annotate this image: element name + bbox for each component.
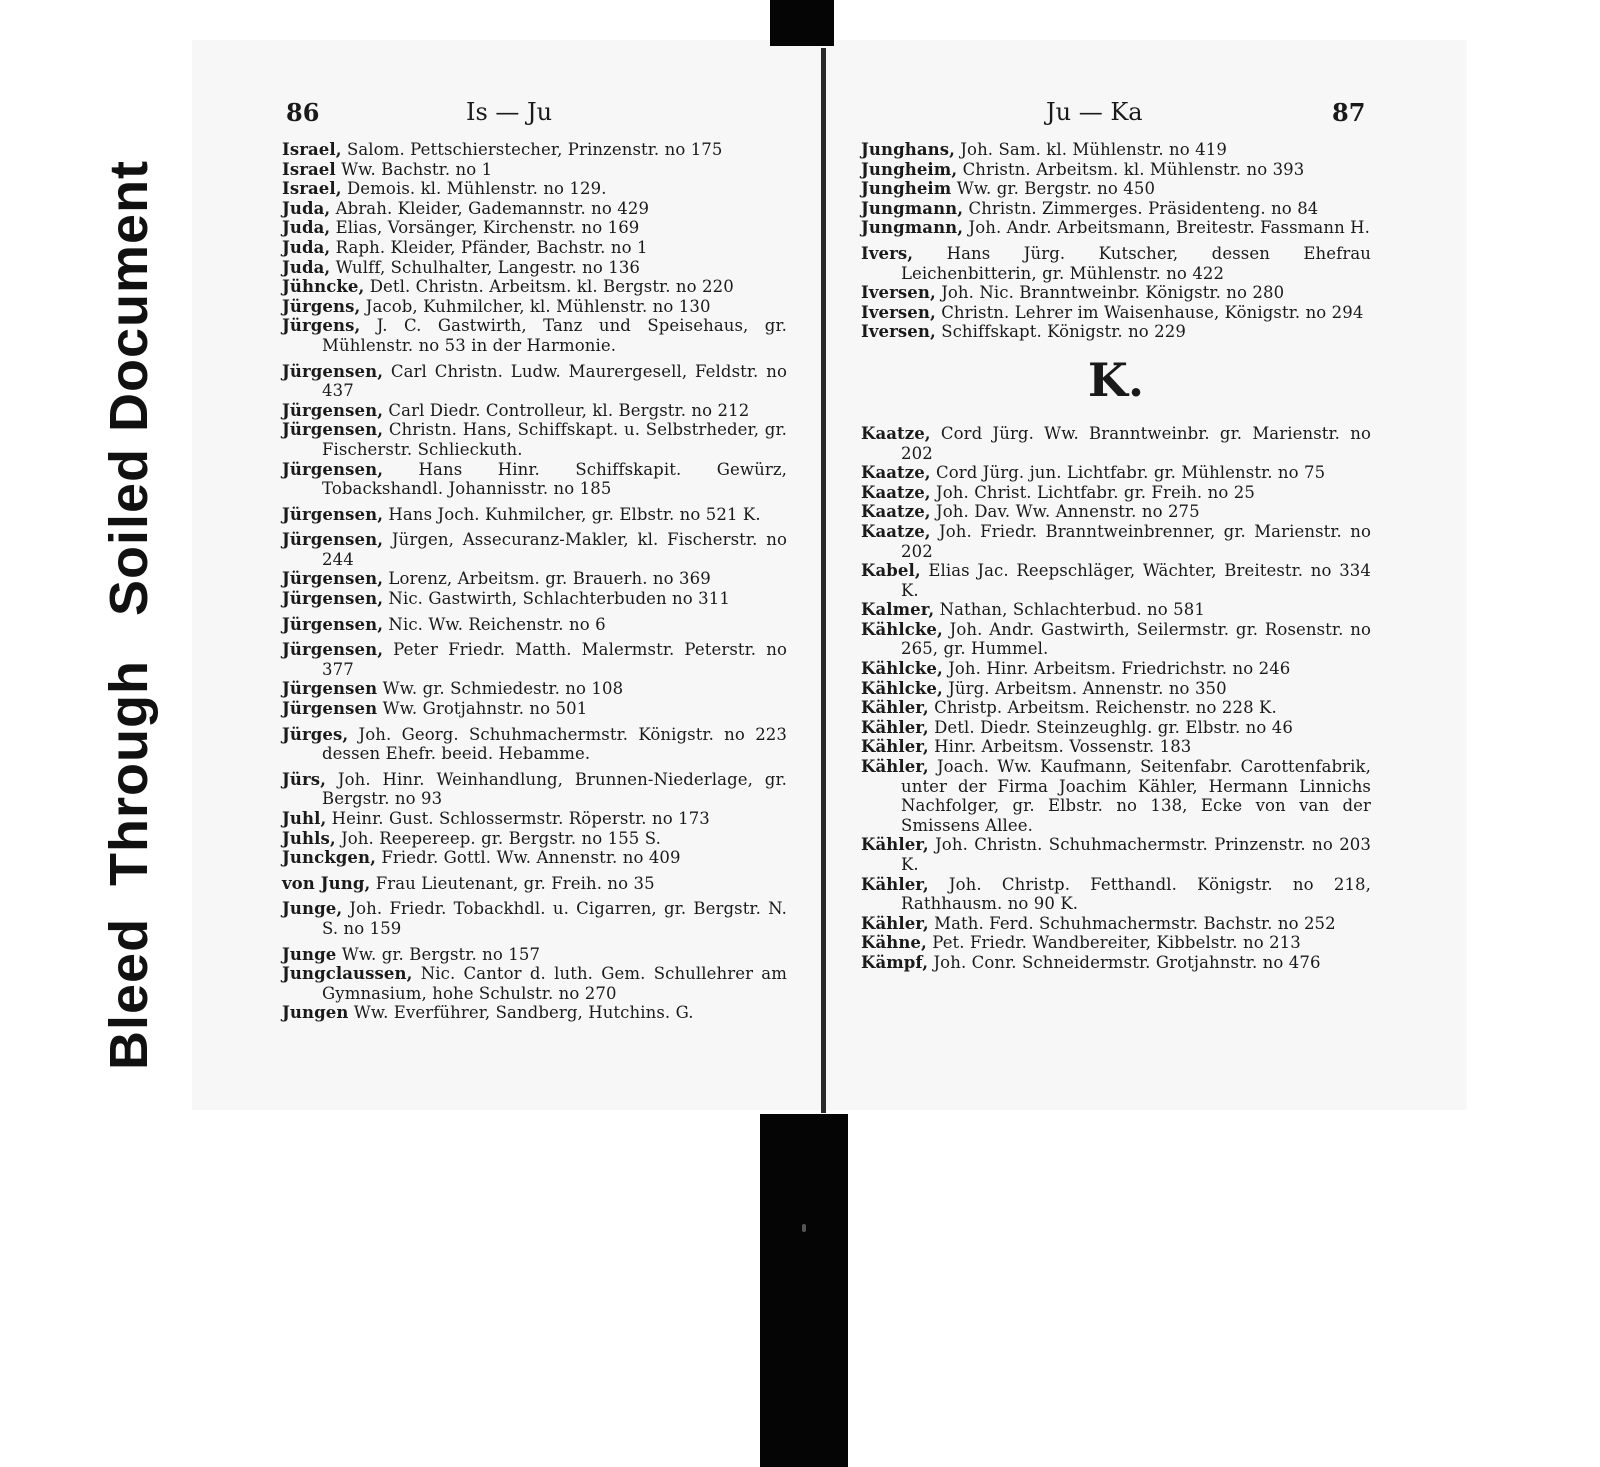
directory-entry xyxy=(861,322,1371,342)
directory-entry xyxy=(861,933,1371,953)
directory-entry xyxy=(282,770,787,809)
entry-text: Ww. gr. Schmiedestr. no 108 xyxy=(382,679,624,699)
entry-text: Cord Jürg. jun. Lichtfabr. gr. Mühlenstr. no 75 xyxy=(936,463,1326,483)
entry-name: Juda, xyxy=(282,198,331,218)
entry-name: Kähler, xyxy=(861,717,929,737)
directory-entry xyxy=(861,522,1371,561)
left-directory-entries xyxy=(282,140,787,1023)
entry-text: Joh. Andr. Gastwirth, Seilermstr. gr. Rosenstr. no 265, gr. Hummel. xyxy=(901,619,1371,659)
entry-text: Schiffskapt. Königstr. no 229 xyxy=(941,322,1186,342)
overlay-word-through: Through xyxy=(99,660,159,886)
entry-name: Kähler, xyxy=(861,757,929,777)
entry-name: Junge, xyxy=(282,899,343,919)
directory-entry xyxy=(861,600,1371,620)
entry-text: Christn. Hans, Schiffskapt. u. Selbstrheder, gr. Fischerstr. Schlieckuth. xyxy=(322,420,787,459)
entry-text: Friedr. Gottl. Ww. Annenstr. no 409 xyxy=(381,848,681,868)
right-page-number: 87 xyxy=(1332,98,1366,127)
entry-text: Lorenz, Arbeitsm. gr. Brauerh. no 369 xyxy=(388,569,711,589)
directory-entry xyxy=(282,809,787,829)
directory-entry xyxy=(282,362,787,401)
directory-entry xyxy=(282,140,787,160)
entry-text: Abrah. Kleider, Gademannstr. no 429 xyxy=(335,198,650,218)
entry-text: Peter Friedr. Matth. Malermstr. Peterstr. no 377 xyxy=(322,640,787,679)
entry-name: Jürgens, xyxy=(282,316,361,336)
entry-text: Frau Lieutenant, gr. Freih. no 35 xyxy=(375,873,655,893)
entry-name: Israel, xyxy=(282,140,342,159)
entry-text: Joh. Christ. Lichtfabr. gr. Freih. no 25 xyxy=(936,482,1255,502)
entry-text: Demois. kl. Mühlenstr. no 129. xyxy=(346,179,607,199)
directory-entry xyxy=(282,316,787,355)
entry-text: Cord Jürg. Ww. Branntweinbr. gr. Marienstr. no 202 xyxy=(901,423,1371,463)
entry-text: Ww. gr. Bergstr. no 157 xyxy=(341,944,541,964)
entry-name: Israel, xyxy=(282,179,342,199)
entry-name: Jürgensen, xyxy=(282,400,384,420)
entry-name: Junckgen, xyxy=(282,848,376,868)
entry-text: Joh. Friedr. Tobackhdl. u. Cigarren, gr. Bergstr. N. S. no 159 xyxy=(322,899,787,938)
entry-text: Hans Hinr. Schiffskapit. Gewürz, Tobackshandl. Johannisstr. no 185 xyxy=(322,459,787,499)
entry-name: Kählcke, xyxy=(861,659,943,679)
entry-text: Joh. Friedr. Branntweinbrenner, gr. Marienstr. no 202 xyxy=(901,521,1371,561)
directory-entry xyxy=(282,964,787,1003)
entry-text: Pet. Friedr. Wandbereiter, Kibbelstr. no 213 xyxy=(932,933,1301,953)
directory-entry xyxy=(861,303,1371,323)
directory-entry xyxy=(861,679,1371,699)
entry-text: Nathan, Schlachterbud. no 581 xyxy=(939,600,1205,620)
entry-name: Jürgens, xyxy=(282,296,361,316)
entry-name: Kämpf, xyxy=(861,952,929,972)
entry-name: Jungmann, xyxy=(861,218,964,238)
directory-entry xyxy=(861,424,1371,463)
directory-entry xyxy=(282,640,787,679)
directory-entry xyxy=(861,561,1371,600)
entry-text: Carl Diedr. Controlleur, kl. Bergstr. no 212 xyxy=(388,400,750,420)
entry-name: Kaatze, xyxy=(861,502,931,522)
entry-text: Carl Christn. Ludw. Maurergesell, Feldstr. no 437 xyxy=(322,361,787,401)
entry-text: Joh. Dav. Ww. Annenstr. no 275 xyxy=(936,502,1200,522)
entry-name: Junge xyxy=(282,944,337,964)
entry-name: Jürgensen xyxy=(282,679,378,699)
overlay-word-soiled-document: Soiled Document xyxy=(99,159,159,616)
directory-entry xyxy=(282,420,787,459)
entry-name: Israel xyxy=(282,159,336,179)
entry-name: Ivers, xyxy=(861,243,914,263)
directory-entry xyxy=(282,179,787,199)
directory-entry xyxy=(282,199,787,219)
right-directory-entries xyxy=(861,140,1371,973)
entry-name: Juhls, xyxy=(282,828,336,848)
entry-text: Joh. Conr. Schneidermstr. Grotjahnstr. no 476 xyxy=(933,952,1321,972)
entry-name: Kalmer, xyxy=(861,600,935,620)
entry-text: Nic. Ww. Reichenstr. no 6 xyxy=(388,614,606,634)
entry-text: Elias, Vorsänger, Kirchenstr. no 169 xyxy=(335,218,640,238)
directory-entry xyxy=(861,620,1371,659)
directory-entry xyxy=(282,589,787,609)
directory-entry xyxy=(861,218,1371,238)
entry-name: Kaatze, xyxy=(861,463,931,483)
entry-text: Nic. Cantor d. luth. Gem. Schullehrer am Gymnasium, hohe Schulstr. no 270 xyxy=(322,964,787,1003)
directory-entry xyxy=(861,914,1371,934)
directory-entry xyxy=(861,875,1371,914)
entry-text: Joh. Hinr. Arbeitsm. Friedrichstr. no 246 xyxy=(948,659,1291,679)
directory-entry xyxy=(282,218,787,238)
overlay-label xyxy=(98,160,160,1070)
entry-name: Kähler, xyxy=(861,835,929,855)
directory-entry xyxy=(282,401,787,421)
entry-name: Kaatze, xyxy=(861,423,931,443)
directory-entry xyxy=(282,615,787,635)
entry-text: Heinr. Gust. Schlossermstr. Röperstr. no 173 xyxy=(331,809,710,828)
directory-entry xyxy=(282,505,787,525)
entry-text: Raph. Kleider, Pfänder, Bachstr. no 1 xyxy=(335,237,648,257)
right-entries-before xyxy=(861,140,1371,342)
entry-name: Kähler, xyxy=(861,737,929,757)
entry-text: Detl. Diedr. Steinzeughlg. gr. Elbstr. no 46 xyxy=(934,717,1293,737)
directory-entry xyxy=(861,140,1371,160)
entry-name: Kähne, xyxy=(861,933,927,953)
entry-name: Jürgensen xyxy=(282,699,378,719)
entry-text: Ww. Everführer, Sandberg, Hutchins. G. xyxy=(353,1003,694,1023)
directory-entry xyxy=(861,283,1371,303)
entry-name: Kählcke, xyxy=(861,619,943,639)
entry-name: Kähler, xyxy=(861,913,929,933)
entry-text: Elias Jac. Reepschläger, Wächter, Breitestr. no 334 K. xyxy=(901,561,1371,600)
directory-entry xyxy=(282,160,787,180)
entry-name: Jürgensen, xyxy=(282,569,384,589)
directory-entry xyxy=(282,725,787,764)
right-page-title: Ju — Ka xyxy=(1046,98,1143,126)
directory-entry xyxy=(861,698,1371,718)
directory-entry xyxy=(282,874,787,894)
entry-name: Jungmann, xyxy=(861,198,964,218)
entry-text: Salom. Pettschierstecher, Prinzenstr. no 175 xyxy=(346,140,723,159)
entry-name: Jürgensen, xyxy=(282,530,384,550)
directory-entry xyxy=(282,699,787,719)
entry-text: Jürgen, Assecuranz-Makler, kl. Fischerstr. no 244 xyxy=(322,530,787,569)
directory-entry xyxy=(861,502,1371,522)
directory-entry xyxy=(282,238,787,258)
top-binding-tab xyxy=(770,0,834,46)
entry-text: Hans Joch. Kuhmilcher, gr. Elbstr. no 521 K. xyxy=(388,504,761,524)
entry-text: Ww. Bachstr. no 1 xyxy=(341,159,493,179)
directory-entry xyxy=(282,569,787,589)
directory-entry xyxy=(861,757,1371,835)
directory-entry xyxy=(282,829,787,849)
entry-text: Joh. Georg. Schuhmachermstr. Königstr. no 223 dessen Ehefr. beeid. Hebamme. xyxy=(322,724,787,764)
entry-name: Jungen xyxy=(282,1003,349,1023)
directory-entry xyxy=(861,483,1371,503)
entry-name: Jürgensen, xyxy=(282,459,384,479)
entry-name: Juhl, xyxy=(282,809,327,828)
entry-name: Kabel, xyxy=(861,561,921,581)
entry-name: Junghans, xyxy=(861,140,955,159)
entry-text: Joh. Hinr. Weinhandlung, Brunnen-Niederlage, gr. Bergstr. no 93 xyxy=(322,769,787,809)
overlay-word-bleed: Bleed xyxy=(99,917,159,1070)
entry-name: Juda, xyxy=(282,257,331,277)
right-entries-after xyxy=(861,424,1371,973)
entry-name: Jungclaussen, xyxy=(282,964,413,984)
section-letter-k: K. xyxy=(1087,352,1145,407)
entry-name: Jürs, xyxy=(282,769,327,789)
entry-text: Detl. Christn. Arbeitsm. kl. Bergstr. no 220 xyxy=(369,277,734,297)
directory-entry xyxy=(861,179,1371,199)
book-spine xyxy=(821,48,826,1113)
entry-text: Joach. Ww. Kaufmann, Seitenfabr. Carottenfabrik, unter der Firma Joachim Kähler, Hermann Linnichs Nachfolger, gr. Elbstr. no 138, Ecke von van der Smissens Allee. xyxy=(901,757,1371,835)
directory-entry xyxy=(282,945,787,965)
entry-name: Jungheim, xyxy=(861,159,958,179)
bottom-binding-tab xyxy=(760,1114,848,1467)
entry-text: Nic. Gastwirth, Schlachterbuden no 311 xyxy=(388,589,730,609)
entry-name: Kaatze, xyxy=(861,482,931,502)
entry-name: Jürgensen, xyxy=(282,589,384,609)
entry-name: von Jung, xyxy=(282,873,371,893)
directory-entry xyxy=(282,679,787,699)
entry-text: Joh. Christp. Fetthandl. Königstr. no 218, Rathhausm. no 90 K. xyxy=(901,874,1371,914)
entry-name: Jürges, xyxy=(282,724,349,744)
directory-entry xyxy=(282,258,787,278)
directory-entry xyxy=(861,244,1371,283)
entry-text: Joh. Reepereep. gr. Bergstr. no 155 S. xyxy=(341,828,661,848)
entry-text: Hinr. Arbeitsm. Vossenstr. 183 xyxy=(934,737,1192,757)
entry-name: Juda, xyxy=(282,237,331,257)
entry-text: Joh. Andr. Arbeitsmann, Breitestr. Fassmann H. xyxy=(968,218,1370,238)
entry-text: Ww. gr. Bergstr. no 450 xyxy=(956,179,1156,199)
entry-text: Jacob, Kuhmilcher, kl. Mühlenstr. no 130 xyxy=(365,296,711,316)
directory-entry xyxy=(861,659,1371,679)
entry-name: Kähler, xyxy=(861,874,929,894)
entry-text: Joh. Nic. Branntweinbr. Königstr. no 280 xyxy=(941,283,1285,303)
entry-text: Math. Ferd. Schuhmachermstr. Bachstr. no 252 xyxy=(934,913,1336,933)
entry-text: J. C. Gastwirth, Tanz und Speisehaus, gr. Mühlenstr. no 53 in der Harmonie. xyxy=(322,316,787,355)
entry-name: Jürgensen, xyxy=(282,361,384,381)
directory-entry xyxy=(861,953,1371,973)
directory-entry xyxy=(282,848,787,868)
entry-text: Jürg. Arbeitsm. Annenstr. no 350 xyxy=(948,678,1227,698)
directory-entry xyxy=(861,160,1371,180)
entry-text: Christn. Lehrer im Waisenhause, Königstr. no 294 xyxy=(941,302,1364,322)
entry-name: Juda, xyxy=(282,218,331,238)
directory-entry xyxy=(282,277,787,297)
directory-entry xyxy=(861,835,1371,874)
entry-name: Jürgensen, xyxy=(282,504,384,524)
entry-text: Christn. Arbeitsm. kl. Mühlenstr. no 393 xyxy=(962,159,1305,179)
entry-name: Jürgensen, xyxy=(282,420,384,440)
entry-name: Kählcke, xyxy=(861,678,943,698)
entry-text: Ww. Grotjahnstr. no 501 xyxy=(382,699,588,719)
left-page-number: 86 xyxy=(286,98,320,127)
directory-entry xyxy=(282,297,787,317)
entry-text: Christp. Arbeitsm. Reichenstr. no 228 K. xyxy=(934,698,1277,718)
directory-entry xyxy=(282,460,787,499)
entry-text: Joh. Sam. kl. Mühlenstr. no 419 xyxy=(960,140,1227,159)
entry-name: Iversen, xyxy=(861,302,936,322)
directory-entry xyxy=(861,718,1371,738)
directory-entry xyxy=(282,1003,787,1023)
entry-name: Jürgensen, xyxy=(282,640,384,660)
entry-name: Iversen, xyxy=(861,283,936,303)
entry-name: Kaatze, xyxy=(861,521,931,541)
entry-name: Jungheim xyxy=(861,179,952,199)
entry-name: Iversen, xyxy=(861,322,936,342)
tab-speck xyxy=(802,1224,806,1232)
left-page-title: Is — Ju xyxy=(466,98,553,126)
entry-text: Wulff, Schulhalter, Langestr. no 136 xyxy=(335,257,641,277)
directory-entry xyxy=(282,530,787,569)
directory-entry xyxy=(861,199,1371,219)
entry-name: Kähler, xyxy=(861,698,929,718)
entry-name: Jürgensen, xyxy=(282,614,384,634)
entry-text: Joh. Christn. Schuhmachermstr. Prinzenstr. no 203 K. xyxy=(901,835,1371,874)
entry-text: Hans Jürg. Kutscher, dessen Ehefrau Leichenbitterin, gr. Mühlenstr. no 422 xyxy=(901,243,1371,283)
directory-entry xyxy=(282,899,787,938)
directory-entry xyxy=(861,463,1371,483)
directory-entry xyxy=(861,737,1371,757)
entry-text: Christn. Zimmerges. Präsidenteng. no 84 xyxy=(968,198,1319,218)
entry-name: Jühncke, xyxy=(282,277,365,297)
